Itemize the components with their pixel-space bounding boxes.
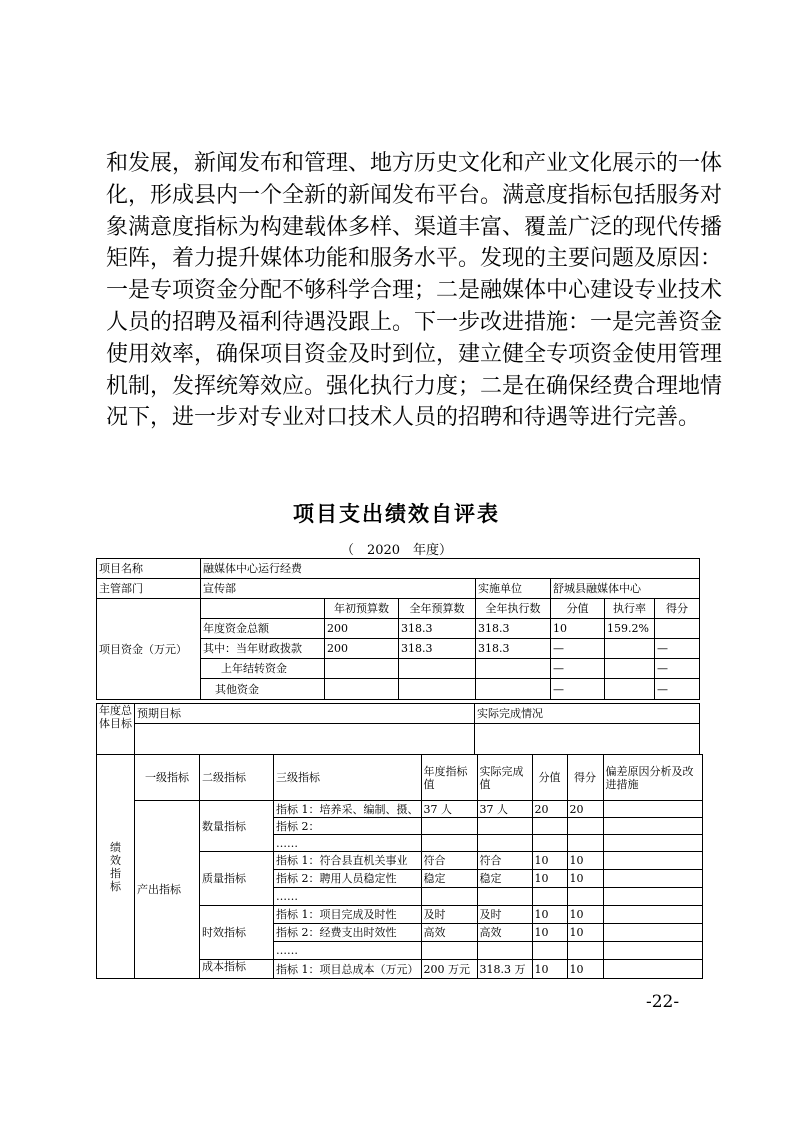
- body-paragraph: [106, 148, 723, 434]
- deviation-note: [603, 835, 702, 852]
- actual-completion-label: 实际完成情况: [475, 704, 700, 724]
- indicator: 指标 2：经费支出时效性: [274, 924, 422, 942]
- funds-header: 全年执行数: [476, 599, 551, 619]
- indicator: 指标 1：项目完成及时性: [274, 906, 422, 924]
- perf-header-target: 年度指标值: [421, 755, 477, 801]
- score-value: 10: [532, 870, 567, 888]
- deviation-note: [603, 888, 702, 906]
- level2-name: 时效指标: [200, 906, 274, 960]
- funds-cell: 318.3: [399, 619, 476, 639]
- indicator: 指标 1：项目总成本（万元）: [274, 960, 422, 979]
- performance-table: [96, 754, 703, 979]
- funds-cell: —: [551, 659, 605, 679]
- target-value: 200 万元: [421, 960, 477, 979]
- indicator: 指标 2：: [274, 818, 422, 835]
- page-number: -22-: [646, 992, 680, 1012]
- score: [567, 835, 603, 852]
- deviation-note: [603, 942, 702, 960]
- score: 10: [567, 906, 603, 924]
- indicator: 指标 2：聘用人员稳定性: [274, 870, 422, 888]
- funds-cell: —: [551, 679, 605, 700]
- paragraph-line: 和发展，新闻发布和管理、地方历史文化和产业文化展示的一体: [106, 151, 723, 176]
- funds-cell: [605, 639, 655, 659]
- target-value: 稳定: [421, 870, 477, 888]
- deviation-note: [603, 870, 702, 888]
- funds-cell: [325, 679, 399, 700]
- project-name-label: 项目名称: [97, 559, 201, 579]
- perf-header-level1: 一级指标: [135, 755, 200, 801]
- score-value: 20: [532, 801, 567, 818]
- table-row: [97, 559, 700, 579]
- annual-goals-label: 年度总体目标: [97, 704, 135, 755]
- score: [567, 818, 603, 835]
- score: 10: [567, 870, 603, 888]
- deviation-note: [603, 852, 702, 870]
- funds-cell: 200: [325, 619, 399, 639]
- funds-cell: 318.3: [476, 619, 551, 639]
- paragraph-line: 使用效率，确保项目资金及时到位，建立健全专项资金使用管理: [106, 341, 723, 367]
- perf-header-actual: 实际完成值: [477, 755, 532, 801]
- target-value: [421, 942, 477, 960]
- performance-label: 绩效指标: [97, 755, 135, 979]
- funds-header: 全年预算数: [399, 599, 476, 619]
- funds-row-name: 上年结转资金: [201, 659, 325, 679]
- funds-cell: —: [655, 679, 700, 700]
- funds-row-name: 其他资金: [201, 679, 325, 700]
- funds-row-name: 其中：当年财政拨款: [201, 639, 325, 659]
- table-row: [97, 704, 700, 724]
- score: 10: [567, 924, 603, 942]
- funds-header-blank: [201, 599, 325, 619]
- paragraph-line: 一是专项资金分配不够科学合理；二是融媒体中心建设专业技术: [106, 278, 723, 304]
- expected-goal-value: [135, 724, 475, 755]
- table-subtitle: （ 2020 年度）: [340, 543, 453, 558]
- paragraph-line: 机制，发挥统筹效应。强化执行力度；二是在确保经费合理地情: [106, 373, 723, 399]
- score-value: 10: [532, 960, 567, 979]
- indicator: ……: [274, 888, 422, 906]
- deviation-note: [603, 818, 702, 835]
- paragraph-line: 矩阵，着力提升媒体功能和服务水平。发现的主要问题及原因：: [106, 246, 723, 272]
- score-value: [532, 835, 567, 852]
- actual-value: 稳定: [477, 870, 532, 888]
- funds-cell: —: [551, 639, 605, 659]
- paragraph-line: 人员的招聘及福利待遇没跟上。下一步改进措施：一是完善资金: [106, 309, 723, 335]
- perf-header-score-value: 分值: [532, 755, 567, 801]
- funds-header: 分值: [551, 599, 605, 619]
- funds-cell: [399, 659, 476, 679]
- perf-header-level2: 二级指标: [200, 755, 274, 801]
- funds-header: 执行率: [605, 599, 655, 619]
- indicator: ……: [274, 942, 422, 960]
- score-value: [532, 888, 567, 906]
- indicator: 指标 1：培养采、编制、摄、: [274, 801, 422, 818]
- score: 10: [567, 852, 603, 870]
- score: 20: [567, 801, 603, 818]
- target-value: [421, 835, 477, 852]
- deviation-note: [603, 801, 702, 818]
- score-value: 10: [532, 924, 567, 942]
- score-value: [532, 818, 567, 835]
- perf-header-deviation: 偏差原因分析及改进措施: [603, 755, 702, 801]
- perf-header-score: 得分: [567, 755, 603, 801]
- actual-value: [477, 818, 532, 835]
- table-row: [97, 801, 703, 818]
- actual-value: 37 人: [477, 801, 532, 818]
- funds-header: 得分: [655, 599, 700, 619]
- actual-value: [477, 835, 532, 852]
- actual-value: [477, 942, 532, 960]
- target-value: 及时: [421, 906, 477, 924]
- funds-cell: [655, 619, 700, 639]
- paragraph-line: 象满意度指标为构建载体多样、渠道丰富、覆盖广泛的现代传播: [106, 214, 723, 240]
- impl-unit-label: 实施单位: [476, 579, 551, 599]
- indicator: ……: [274, 835, 422, 852]
- funds-cell: [476, 659, 551, 679]
- funds-label: 项目资金（万元）: [97, 599, 201, 700]
- funds-cell: [605, 659, 655, 679]
- paragraph-line: 况下，进一步对专业对口技术人员的招聘和待遇等进行完善。: [106, 405, 701, 431]
- funds-cell: 10: [551, 619, 605, 639]
- actual-value: 高效: [477, 924, 532, 942]
- table-row: [97, 599, 700, 619]
- funds-cell: [399, 679, 476, 700]
- table-row: [97, 579, 700, 599]
- actual-value: 318.3 万: [477, 960, 532, 979]
- paragraph-line: 化，形成县内一个全新的新闻发布平台。满意度指标包括服务对: [106, 182, 723, 208]
- perf-header-level3: 三级指标: [274, 755, 422, 801]
- dept-value: 宣传部: [201, 579, 476, 599]
- funds-row-name: 年度资金总额: [201, 619, 325, 639]
- actual-value: 及时: [477, 906, 532, 924]
- funds-cell: [476, 679, 551, 700]
- funds-cell: [605, 679, 655, 700]
- score: [567, 942, 603, 960]
- target-value: [421, 888, 477, 906]
- dept-label: 主管部门: [97, 579, 201, 599]
- indicator: 指标 1：符合县直机关事业: [274, 852, 422, 870]
- score-value: [532, 942, 567, 960]
- funds-cell: 159.2%: [605, 619, 655, 639]
- project-funds-table: [96, 558, 700, 700]
- project-name-value: 融媒体中心运行经费: [201, 559, 700, 579]
- annual-goals-table: [96, 703, 700, 755]
- funds-cell: 200: [325, 639, 399, 659]
- funds-header: 年初预算数: [325, 599, 399, 619]
- actual-value: 符合: [477, 852, 532, 870]
- actual-value: [477, 888, 532, 906]
- funds-cell: 318.3: [476, 639, 551, 659]
- funds-cell: —: [655, 659, 700, 679]
- table-title: 项目支出绩效自评表: [293, 502, 500, 526]
- funds-cell: [325, 659, 399, 679]
- target-value: 37 人: [421, 801, 477, 818]
- target-value: [421, 818, 477, 835]
- table-row: [97, 724, 700, 755]
- impl-unit-value: 舒城县融媒体中心: [551, 579, 700, 599]
- target-value: 符合: [421, 852, 477, 870]
- funds-cell: —: [655, 639, 700, 659]
- funds-cell: 318.3: [399, 639, 476, 659]
- score: [567, 888, 603, 906]
- target-value: 高效: [421, 924, 477, 942]
- score-value: 10: [532, 906, 567, 924]
- score: 10: [567, 960, 603, 979]
- expected-goal-label: 预期目标: [135, 704, 475, 724]
- deviation-note: [603, 906, 702, 924]
- level2-name: 质量指标: [200, 852, 274, 906]
- deviation-note: [603, 924, 702, 942]
- score-value: 10: [532, 852, 567, 870]
- level1-output: 产出指标: [135, 801, 200, 979]
- level2-name: 数量指标: [200, 801, 274, 852]
- actual-completion-value: [475, 724, 700, 755]
- level2-name: 成本指标: [200, 960, 274, 979]
- table-row: [97, 755, 703, 801]
- deviation-note: [603, 960, 702, 979]
